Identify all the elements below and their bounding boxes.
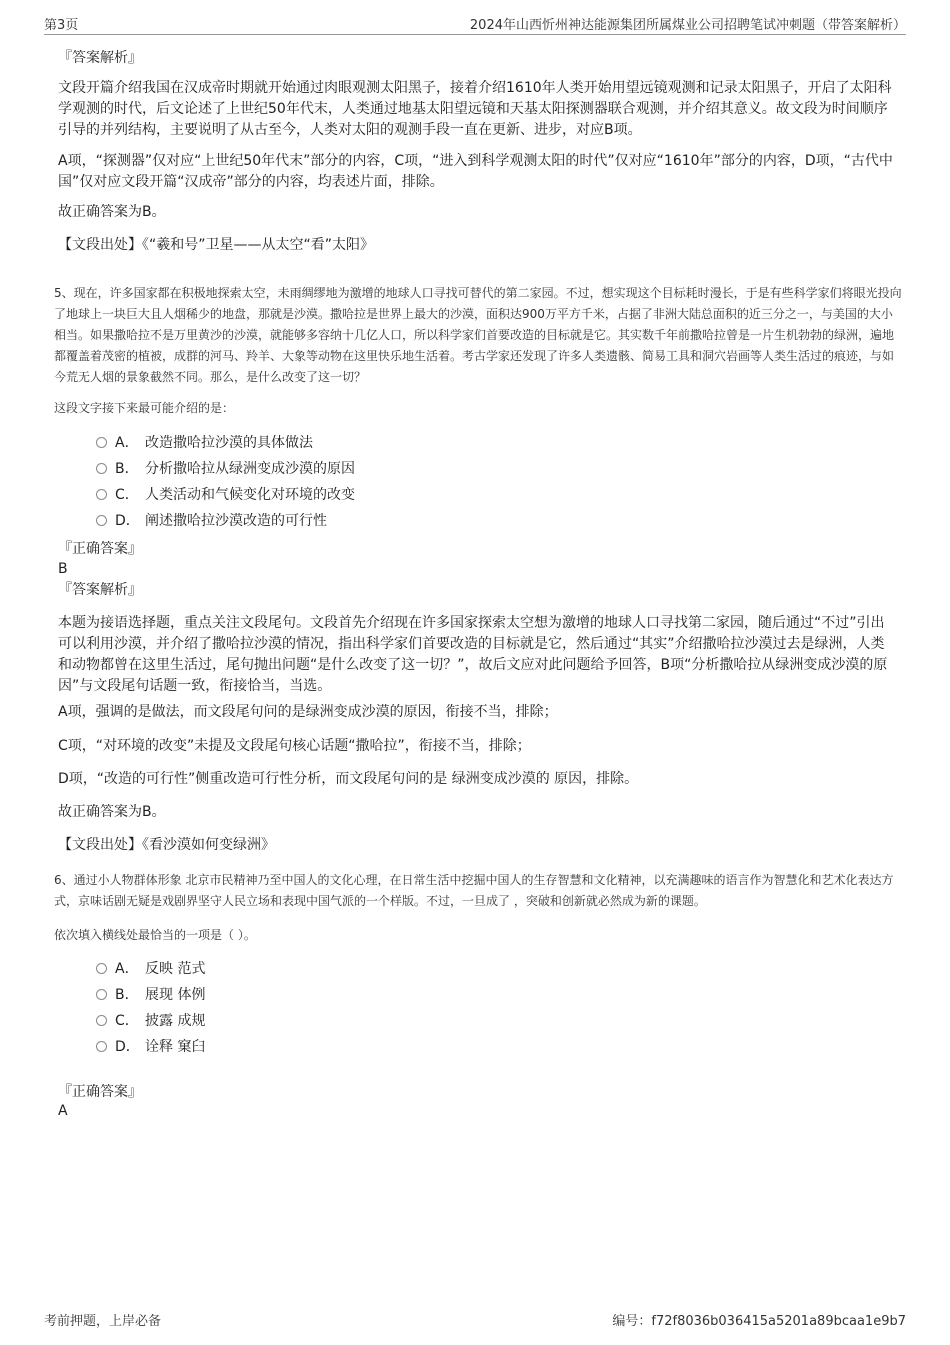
q5-explain-conclusion: 故正确答案为B。 xyxy=(58,804,166,820)
q5-explain-paragraph-3: C项，“对环境的改变”未提及文段尾句核心话题“撒哈拉”，衔接不当，排除； xyxy=(58,738,531,754)
q6-answer-label: 『正确答案』 xyxy=(58,1084,142,1100)
page-header xyxy=(44,12,906,35)
option-letter: D． xyxy=(115,1039,140,1055)
page-footer xyxy=(44,1310,906,1332)
option-letter: A． xyxy=(115,961,139,977)
q5-option-a[interactable] xyxy=(96,433,313,453)
q5-option-b[interactable] xyxy=(96,459,355,479)
radio-icon[interactable] xyxy=(96,1041,107,1052)
q6-option-d[interactable] xyxy=(96,1037,205,1057)
q4-explain-label: 『答案解析』 xyxy=(58,50,142,66)
radio-icon[interactable] xyxy=(96,1015,107,1026)
q6-option-c[interactable] xyxy=(96,1011,205,1031)
q4-source: 【文段出处】《“羲和号”卫星——从太空“看”太阳》 xyxy=(58,237,375,253)
q6-answer: A xyxy=(58,1103,68,1119)
option-text: 展现 体例 xyxy=(145,987,206,1003)
q5-answer: B xyxy=(58,561,68,577)
option-text: 分析撒哈拉从绿洲变成沙漠的原因 xyxy=(145,461,355,477)
radio-icon[interactable] xyxy=(96,515,107,526)
option-text: 阐述撒哈拉沙漠改造的可行性 xyxy=(145,513,327,529)
radio-icon[interactable] xyxy=(96,989,107,1000)
q5-explain-label: 『答案解析』 xyxy=(58,582,142,598)
option-letter: A． xyxy=(115,435,139,451)
q5-question-text: 5、现在，许多国家都在积极地探索太空，未雨绸缪地为激增的地球人口寻找可替代的第二家园。不过，想实现这个目标耗时漫长，于是有些科学家们将眼光投向了地球上一块巨大且人烟稀少的地盘，那就是沙漠。撒哈拉是世界上最大的沙漠，面积达900万平方千米，占据了非洲大陆总面积的近三分之一，与美国的大小相当。如果撒哈拉不是万里黄沙的沙漠，就能够多容纳十几亿人口，所以科学家们首要改造的目标就是它。其实数千年前撒哈拉曾是一片生机勃勃的绿洲，遍地都覆盖着茂密的植被，成群的河马、羚羊、大象等动物在这里快乐地生活着。考古学家还发现了许多人类遗骸、简易工具和洞穴岩画等人类生活过的痕迹，与如今荒无人烟的景象截然不同。那么，是什么改变了这一切？ xyxy=(54,286,902,384)
q6-option-a[interactable] xyxy=(96,959,205,979)
q4-explain-paragraph-2: A项，“探测器”仅对应“上世纪50年代末”部分的内容，C项，“进入到科学观测太阳的时代”仅对应“1610年”部分的内容，D项，“古代中国”仅对应文段开篇“汉成帝”部分的内容，均表述片面，排除。 xyxy=(58,153,893,190)
q5-answer-label: 『正确答案』 xyxy=(58,541,142,557)
document-title: 2024年山西忻州神达能源集团所属煤业公司招聘笔试冲刺题（带答案解析） xyxy=(469,18,906,33)
option-letter: D． xyxy=(115,513,140,529)
option-letter: C． xyxy=(115,1013,139,1029)
radio-icon[interactable] xyxy=(96,463,107,474)
q4-explain-paragraph-1: 文段开篇介绍我国在汉成帝时期就开始通过肉眼观测太阳黑子，接着介绍1610年人类开始用望远镜观测和记录太阳黑子，开启了太阳科学观测的时代，后文论述了上世纪50年代末，人类通过地基太阳望远镜和天基太阳探测器联合观测，并介绍其意义。故文段为时间顺序引导的并列结构，主要说明了从古至今，人类对太阳的观测手段一直在更新、进步，对应B项。 xyxy=(58,80,892,138)
q5-explain-paragraph-2: A项，强调的是做法，而文段尾句问的是绿洲变成沙漠的原因，衔接不当，排除； xyxy=(58,704,558,720)
radio-icon[interactable] xyxy=(96,963,107,974)
q6-question-text: 6、通过小人物群体形象 北京市民精神乃至中国人的文化心理，在日常生活中挖掘中国人的生存智慧和文化精神，以充满趣味的语言作为智慧化和艺术化表达方式，京味话剧无疑是戏剧界坚守人民立场和表现中国气派的一个样版。不过，一旦成了 ，突破和创新就必然成为新的课题。 xyxy=(54,873,894,908)
q6-prompt: 依次填入横线处最恰当的一项是（ ）。 xyxy=(54,928,256,942)
option-letter: B． xyxy=(115,461,139,477)
option-text: 人类活动和气候变化对环境的改变 xyxy=(145,487,355,503)
option-text: 诠释 窠臼 xyxy=(145,1039,206,1055)
q5-option-c[interactable] xyxy=(96,485,355,505)
q5-option-d[interactable] xyxy=(96,511,327,531)
footer-slogan: 考前押题，上岸必备 xyxy=(44,1314,162,1329)
q5-source: 【文段出处】《看沙漠如何变绿洲》 xyxy=(58,837,275,853)
q5-explain-paragraph-4: D项，“改造的可行性”侧重改造可行性分析，而文段尾句问的是 绿洲变成沙漠的 原因，排除。 xyxy=(58,771,639,787)
document-code: 编号：f72f8036b036415a5201a89bcaa1e9b7 xyxy=(612,1314,906,1329)
q5-prompt: 这段文字接下来最可能介绍的是： xyxy=(54,401,235,415)
page-number: 第3页 xyxy=(44,18,79,33)
option-text: 披露 成规 xyxy=(145,1013,206,1029)
option-text: 改造撒哈拉沙漠的具体做法 xyxy=(145,435,313,451)
option-letter: C． xyxy=(115,487,139,503)
option-text: 反映 范式 xyxy=(145,961,206,977)
q5-explain-paragraph-1: 本题为接语选择题，重点关注文段尾句。文段首先介绍现在许多国家探索太空想为激增的地球人口寻找第二家园，随后通过“不过”引出可以利用沙漠，并介绍了撒哈拉沙漠的情况，指出科学家们首要改造的目标就是它，然后通过“其实”介绍撒哈拉沙漠过去是绿洲，人类和动物都曾在这里生活过，尾句抛出问题“是什么改变了这一切？”，故后文应对此问题给予回答，B项“分析撒哈拉从绿洲变成沙漠的原因”与文段尾句话题一致，衔接恰当，当选。 xyxy=(58,615,888,694)
radio-icon[interactable] xyxy=(96,489,107,500)
q6-option-b[interactable] xyxy=(96,985,205,1005)
option-letter: B． xyxy=(115,987,139,1003)
radio-icon[interactable] xyxy=(96,437,107,448)
q4-explain-conclusion: 故正确答案为B。 xyxy=(58,204,166,220)
